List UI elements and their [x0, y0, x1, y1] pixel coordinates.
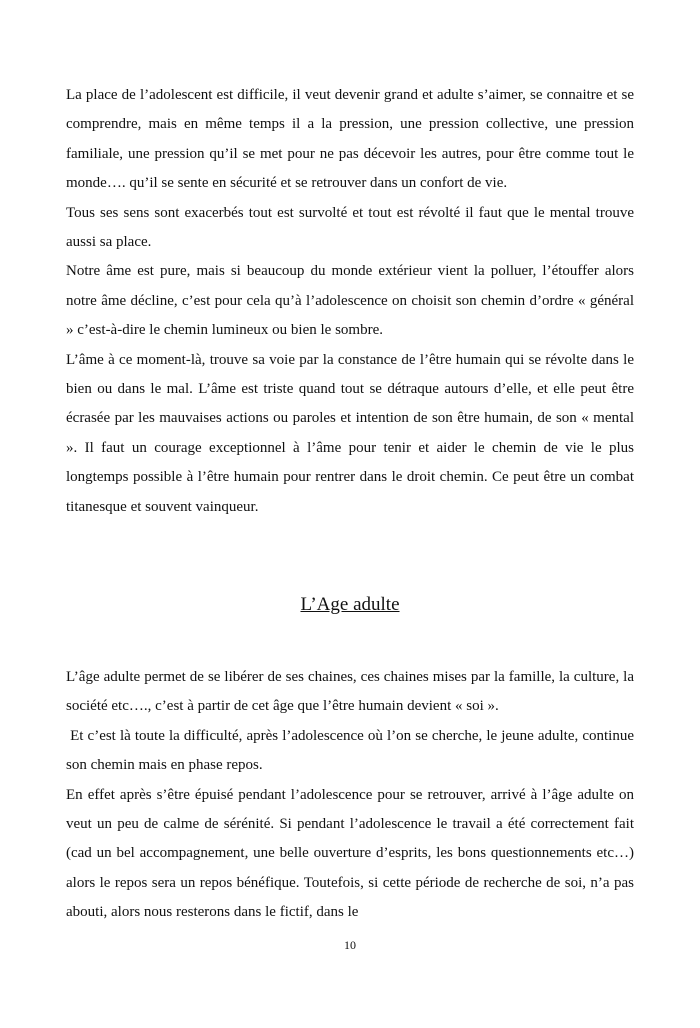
paragraph: L’âme à ce moment-là, trouve sa voie par la constance de l’être humain qui se révolte dans le bien ou dans le mal. L’âme est triste quand tout se détraque autours d’elle, et elle peut être écrasée par les mauvaises actions ou paroles et intention de son être humain, de son « mental ». Il faut un courage exceptionnel à l’âme pour tenir et aider le chemin de vie le plus longtemps possible à l’être humain pour rentrer dans le droit chemin. Ce peut être un combat titanesque et souvent vainqueur. — [66, 351, 634, 515]
paragraph: L’âge adulte permet de se libérer de ses chaines, ces chaines mises par la famille, la culture, la société etc…., c’est à partir de cet âge que l’être humain devient « soi ». — [66, 669, 634, 715]
paragraph: La place de l’adolescent est difficile, il veut devenir grand et adulte s’aimer, se connaitre et se comprendre, mais en même temps il a la pression, une pression collective, une pression familiale, une pression qu’il se met pour ne pas décevoir les autres, pour être comme tout le monde…. qu’il se sente en sécurité et se retrouver dans un confort de vie. — [66, 87, 634, 192]
adult-age-text-block — [66, 663, 638, 928]
paragraph: Notre âme est pure, mais si beaucoup du monde extérieur vient la polluer, l’étouffer alors notre âme décline, c’est pour cela qu’à l’adolescence on choisit son chemin d’ordre « général » c’est-à-dire le chemin lumineux ou bien le sombre. — [66, 263, 634, 339]
paragraph: Et c’est là toute la difficulté, après l’adolescence où l’on se cherche, le jeune adulte, continue son chemin mais en phase repos. — [66, 727, 638, 774]
paragraph: En effet après s’être épuisé pendant l’adolescence pour se retrouver, arrivé à l’âge adulte on veut un peu de calme de sérénité. Si pendant l’adolescence le travail a été correctement fait (cad un bel accompagnement, une belle ouverture d’esprits, les bons questionnements etc…) alors le repos sera un repos bénéfique. Toutefois, si cette période de recherche de soi, n’a pas abouti, alors nous resterons dans le fictif, dans le — [66, 786, 634, 921]
section-heading: L’Age adulte — [300, 594, 400, 615]
paragraph: Tous ses sens sont exacerbés tout est survolté et tout est révolté il faut que le mental trouve aussi sa place. — [66, 204, 634, 251]
page-number: 10 — [344, 938, 356, 952]
adolescence-text-block — [66, 81, 634, 522]
